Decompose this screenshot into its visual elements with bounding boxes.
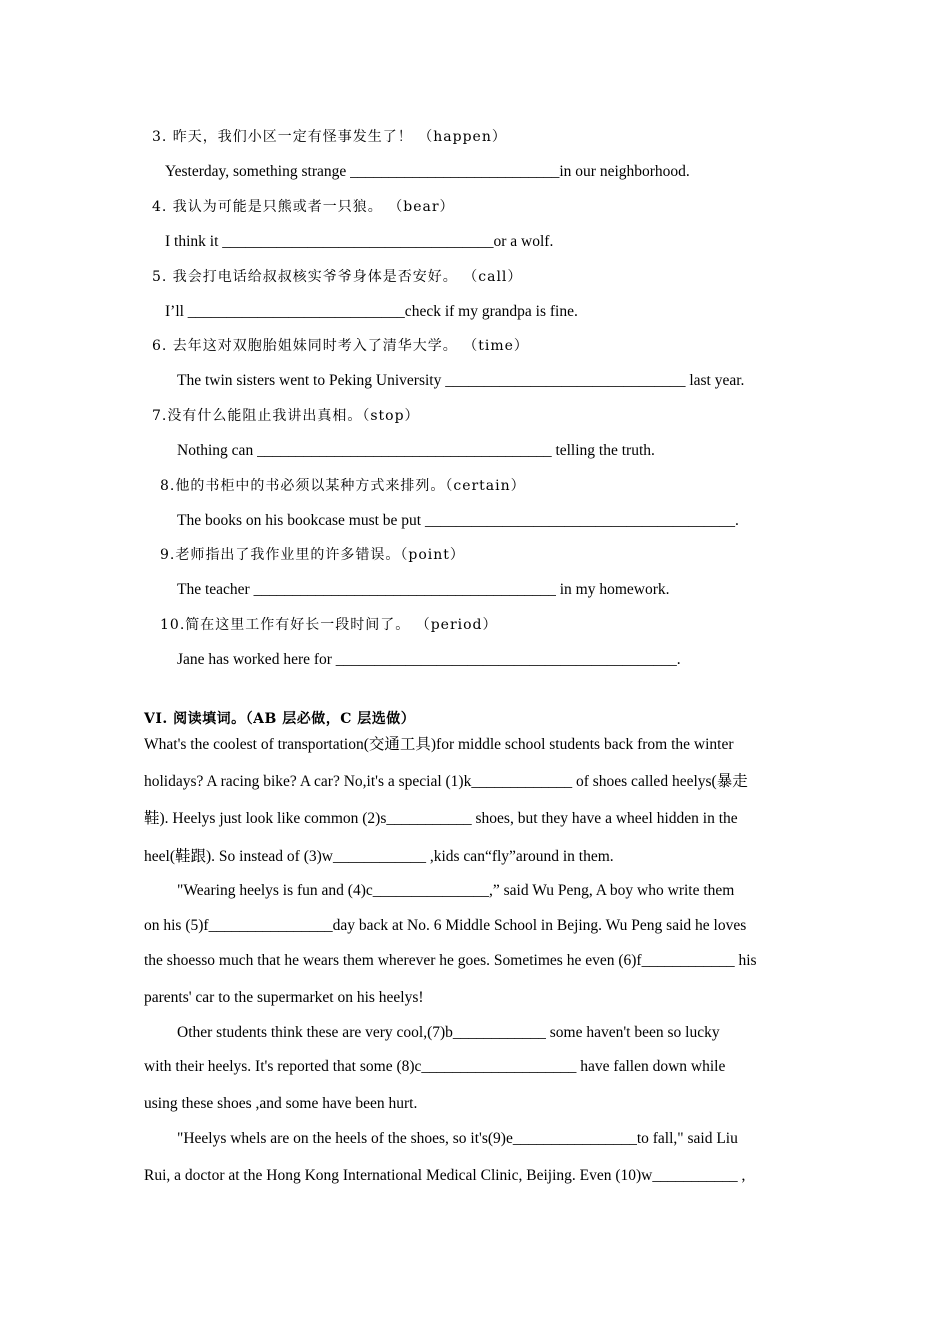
passage-line: heel(鞋跟). So instead of (3)w____________ ,kids can“fly”around in them. [144,848,614,865]
exercise-3-answer-line: Yesterday, something strange ___________________________in our neighborhood. [165,163,690,180]
passage-line: parents' car to the supermarket on his heelys! [144,989,424,1006]
exercise-9-prompt: 9.老师指出了我作业里的许多错误。（point） [160,547,465,563]
exercise-5-answer-line: I’ll ____________________________check if my grandpa is fine. [165,303,578,320]
exercise-10-answer-line: Jane has worked here for ____________________________________________. [177,651,681,668]
passage-line: using these shoes ,and some have been hurt. [144,1095,418,1112]
exercise-5-prompt: 5. 我会打电话给叔叔核实爷爷身体是否安好。 （call） [152,269,523,285]
passage-line: the shoesso much that he wears them wherever he goes. Sometimes he even (6)f____________ his [144,952,757,969]
exercise-4-prompt: 4. 我认为可能是只熊或者一只狼。 （bear） [152,199,455,215]
passage-line: Other students think these are very cool,(7)b____________ some haven't been so lucky [177,1024,720,1041]
exercise-8-prompt: 8.他的书柜中的书必须以某种方式来排列。（certain） [160,478,526,494]
exercise-6-prompt: 6. 去年这对双胞胎姐妹同时考入了清华大学。 （time） [152,338,529,354]
section-heading: VI. 阅读填词。（AB 层必做，C 层选做） [144,711,416,727]
passage-line: "Heelys whels are on the heels of the shoes, so it's(9)e________________to fall," said Liu [177,1130,738,1147]
passage-line: on his (5)f________________day back at No. 6 Middle School in Bejing. Wu Peng said he loves [144,917,747,934]
passage-line: "Wearing heelys is fun and (4)c_______________,” said Wu Peng, A boy who write them [177,882,735,899]
exercise-10-prompt: 10.简在这里工作有好长一段时间了。 （period） [160,617,498,633]
passage-line: 鞋). Heelys just look like common (2)s___________ shoes, but they have a wheel hidden in the [144,810,738,827]
exercise-7-prompt: 7.没有什么能阻止我讲出真相。（stop） [152,408,420,424]
exercise-3-prompt: 3. 昨天，我们小区一定有怪事发生了！ （happen） [152,129,507,145]
passage-line: Rui, a doctor at the Hong Kong International Medical Clinic, Beijing. Even (10)w___________ , [144,1167,746,1184]
passage-line: What's the coolest of transportation(交通工具)for middle school students back from the winter [144,736,734,753]
exercise-8-answer-line: The books on his bookcase must be put ________________________________________. [177,512,739,529]
exercise-4-answer-line: I think it ___________________________________or a wolf. [165,233,554,250]
passage-line: with their heelys. It's reported that some (8)c____________________ have fallen down while [144,1058,726,1075]
exercise-9-answer-line: The teacher _______________________________________ in my homework. [177,581,670,598]
passage-line: holidays? A racing bike? A car? No,it's a special (1)k_____________ of shoes called heelys(暴走 [144,773,748,790]
exercise-6-answer-line: The twin sisters went to Peking University _______________________________ last year. [177,372,745,389]
exercise-7-answer-line: Nothing can ______________________________________ telling the truth. [177,442,655,459]
